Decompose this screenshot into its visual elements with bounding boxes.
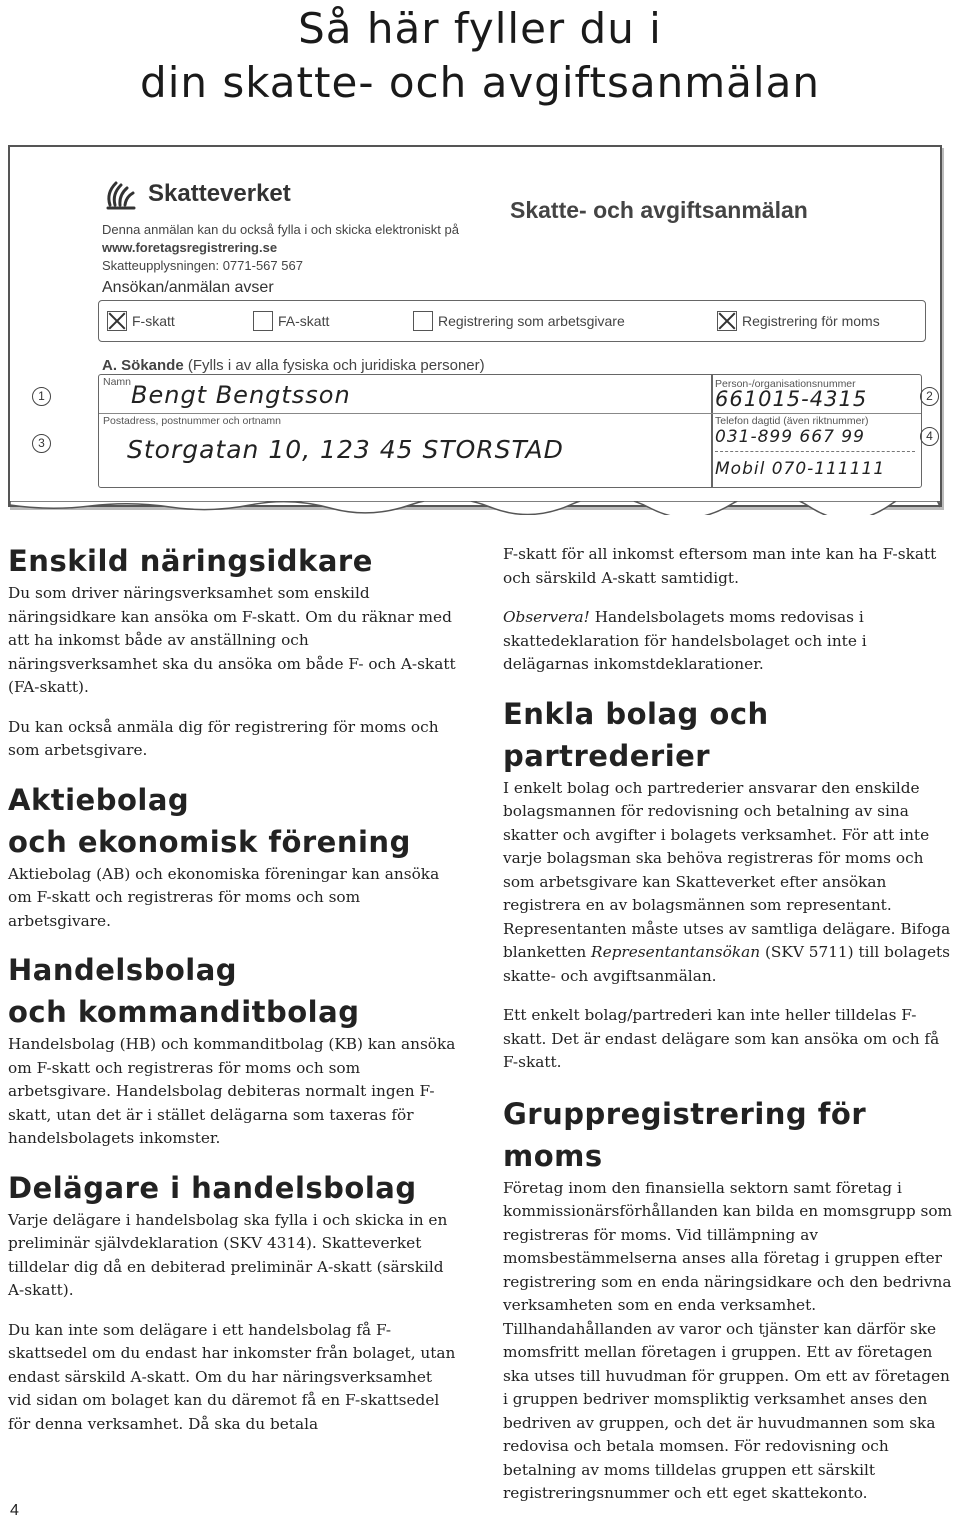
torn-edge xyxy=(10,501,940,515)
mobile-value[interactable]: Mobil 070-111111 xyxy=(715,459,886,479)
page-number: 4 xyxy=(10,1502,19,1519)
form-avser-label: Ansökan/anmälan avser xyxy=(102,279,274,296)
checkbox-checked-icon[interactable] xyxy=(717,311,737,331)
observera-text: Handelsbolagets moms redovisas i skattedeklaration för handelsbolaget och inte i delägarnas inkomstdeklarationer. xyxy=(503,608,867,673)
marker-4: 4 xyxy=(920,427,939,446)
form-example-card xyxy=(8,145,942,507)
observera-label: Observera! xyxy=(503,608,590,626)
checkbox-checked-icon[interactable] xyxy=(107,311,127,331)
heading-delagare: Delägare i handelsbolag xyxy=(8,1170,417,1205)
text: (SKV 5711) till bolagets skatte- och avgiftsanmälan. xyxy=(503,943,951,985)
left-column xyxy=(8,540,458,1452)
info-phone: Skatteupplysningen: 0771-567 567 xyxy=(102,258,303,273)
marker-3: 3 xyxy=(32,434,51,453)
heading-line: och kommanditbolag xyxy=(8,995,360,1029)
paragraph: Handelsbolag (HB) och kommanditbolag (KB) kan ansöka om F-skatt och registreras för moms och som arbetsgivare. Handelsbolag debiteras normalt ingen F-skatt, utan det är i stället delägarna som taxeras för handelsbolagets inkomster. xyxy=(8,1035,456,1147)
checkbox-label: FA-skatt xyxy=(278,313,330,329)
section-a-title: A. Sökande xyxy=(102,357,184,374)
checkbox-label: Registrering som arbetsgivare xyxy=(438,313,625,329)
paragraph: Ett enkelt bolag/partrederi kan inte heller tilldelas F-skatt. Det är endast delägare som kan ansöka om och få F-skatt. xyxy=(503,1006,940,1071)
logo-text: Skatteverket xyxy=(148,180,291,207)
field-divider xyxy=(711,375,713,487)
paragraph-observera xyxy=(503,606,955,677)
heading-aktiebolag xyxy=(8,779,458,863)
phone-label: Telefon dagtid (även riktnummer) xyxy=(715,415,869,427)
skatteverket-logo xyxy=(102,175,291,213)
heading-gruppregistrering: Gruppregistrering för moms xyxy=(503,1096,867,1173)
paragraph: Aktiebolag (AB) och ekonomiska föreningar kan ansöka om F-skatt och registreras för moms och som arbetsgivare. xyxy=(8,864,440,930)
right-column xyxy=(503,543,955,1522)
field-separator xyxy=(99,413,711,414)
checkbox-moms[interactable] xyxy=(717,311,880,331)
info-line-1: Denna anmälan kan du också fylla i och skicka elektroniskt på xyxy=(102,222,459,237)
form-info xyxy=(102,221,459,275)
form-title: Skatte- och avgiftsanmälan xyxy=(510,197,808,223)
marker-1: 1 xyxy=(32,387,51,406)
section-a-note: (Fylls i av alla fysiska och juridiska personer) xyxy=(187,357,485,374)
checkbox-fa-skatt[interactable] xyxy=(253,311,329,331)
heading-line: och ekonomisk förening xyxy=(8,824,411,859)
checkbox-f-skatt[interactable] xyxy=(107,311,175,331)
page-title-line-1: Så här fyller du i xyxy=(298,4,662,53)
heading-line: Aktiebolag xyxy=(8,782,190,817)
marker-2: 2 xyxy=(920,387,939,406)
checkbox-row xyxy=(98,300,926,342)
checkbox-label: Registrering för moms xyxy=(742,313,880,329)
paragraph: Varje delägare i handelsbolag ska fylla i och skicka in en preliminär självdeklaration (SKV 4314). Skatteverket tilldelar dig då en debiterad preliminär A-skatt (särskild A-skatt). xyxy=(8,1210,448,1299)
paragraph: Du kan också anmäla dig för registrering för moms och som arbetsgivare. xyxy=(8,717,439,759)
applicant-fields xyxy=(98,374,922,488)
name-label: Namn xyxy=(103,376,132,388)
address-label: Postadress, postnummer och ortnamn xyxy=(103,415,281,427)
heading-line: Handelsbolag xyxy=(8,953,238,987)
info-link: www.foretagsregistrering.se xyxy=(102,240,278,255)
paragraph: Du kan inte som delägare i ett handelsbolag få F-skattsedel om du endast har inkomster från bolaget, utan endast särskild A-skatt. Om du har näringsverksamhet vid sidan om bolaget kan du däremot få en F-skattsedel för denna verksamhet. Då ska du betala xyxy=(8,1320,456,1433)
page-title xyxy=(0,2,960,110)
section-a-heading xyxy=(102,357,485,374)
dotted-line xyxy=(715,451,915,452)
page-title-line-2: din skatte- och avgiftsanmälan xyxy=(140,58,820,107)
skatteverket-crown-icon xyxy=(102,175,140,213)
heading-enskild: Enskild näringsidkare xyxy=(8,544,373,578)
field-separator xyxy=(711,413,921,414)
checkbox-empty-icon[interactable] xyxy=(253,311,273,331)
checkbox-empty-icon[interactable] xyxy=(413,311,433,331)
paragraph: Du som driver näringsverksamhet som enskild näringsidkare kan ansöka om F-skatt. Om du räknar med att ha inkomst både av anställning och näringsverksamhet ska du ansöka om både F- och A-skatt (FA-skatt). xyxy=(8,584,456,696)
checkbox-label: F-skatt xyxy=(132,313,175,329)
form-name: Representantansökan xyxy=(591,943,761,961)
text: I enkelt bolag och partrederier ansvarar den enskilde bolagsmannen för redovisning och betalning av sina skatter och avgifter i bolagets verksamhet. För att inte varje bolagsman ska behöva registreras för moms och som arbetsgivare kan Skatteverket efter ansökan registrera en av bolagsmännen som representant. Representanten måste utses av samtliga delägare. Bifoga blanketten xyxy=(503,778,951,961)
heading-enkla-bolag: Enkla bolag och partrederier xyxy=(503,696,769,773)
checkbox-arbetsgivare[interactable] xyxy=(413,311,625,331)
address-value[interactable]: Storgatan 10, 123 45 STORSTAD xyxy=(127,435,564,464)
orgnr-value[interactable]: 661015-4315 xyxy=(715,387,868,411)
paragraph: F-skatt för all inkomst eftersom man inte kan ha F-skatt och särskild A-skatt samtidigt. xyxy=(503,545,937,587)
paragraph xyxy=(503,777,955,989)
name-value[interactable]: Bengt Bengtsson xyxy=(131,381,351,409)
phone-value[interactable]: 031-899 667 99 xyxy=(715,427,865,447)
paragraph: Företag inom den finansiella sektorn samt företag i kommissionärsförhållanden kan bilda en momsgrupp som registreras för moms. Vid tillämpning av momsbestämmelserna anses alla företag i gruppen efter registrering som en enda näringsidkare och den bedrivna verksamheten som en enda verksamhet. Tillhandahållanden av varor och tjänster kan därför ske momsfritt mellan företagen i gruppen. Ett av företagen ska utses till huvudman för gruppen. Om ett av företagen i gruppen bedriver momspliktig verksamhet anses den bedriven av gruppen, och det är huvudmannen som ska redovisa och betala momsen. För redovisning och betalning av moms tilldelas gruppen ett särskilt registreringsnummer och ett eget skattekonto. xyxy=(503,1178,953,1502)
orgnr-label: Person-/organisationsnummer xyxy=(715,378,856,390)
heading-handelsbolag xyxy=(8,949,458,1033)
